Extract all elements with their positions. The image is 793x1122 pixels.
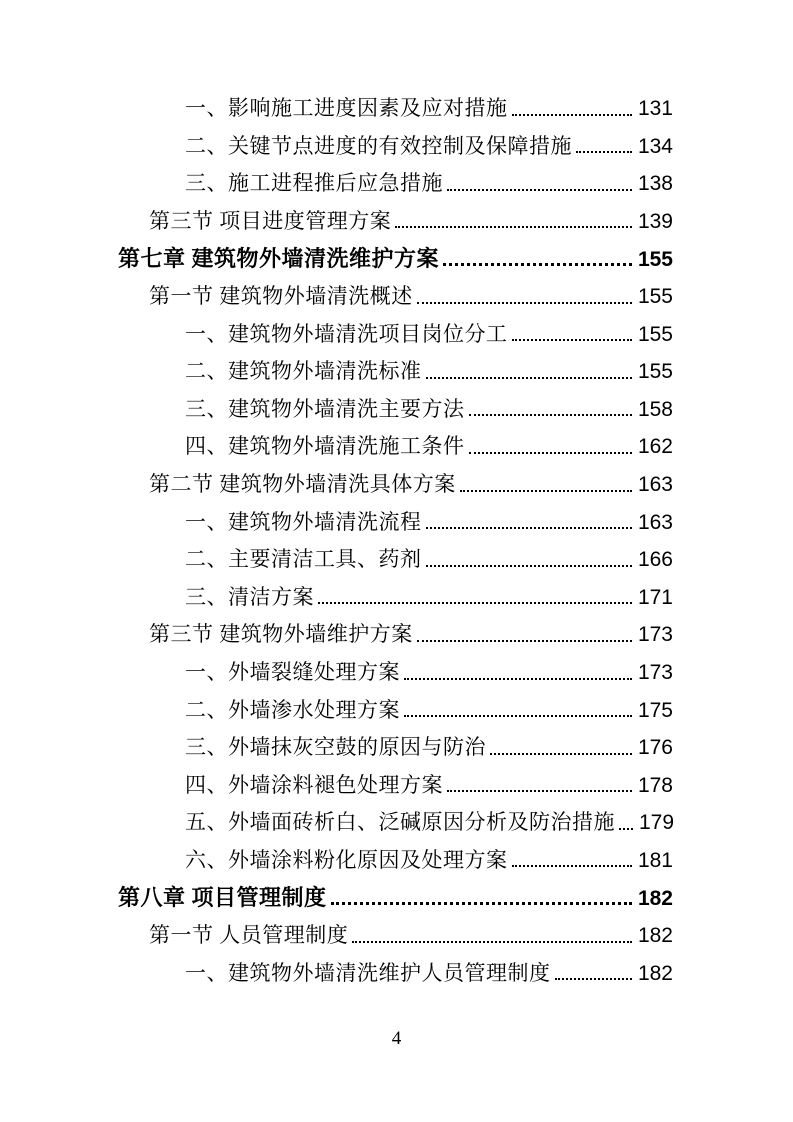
toc-entry[interactable]: [118, 579, 673, 617]
toc-entry-label: 第一节 建筑物外墙清洗概述: [149, 283, 413, 308]
toc-entry-page-number: 182: [637, 887, 673, 911]
toc-entry-label: 五、外墙面砖析白、泛碱原因分析及防治措施: [185, 810, 615, 835]
dot-leader: [447, 790, 632, 792]
toc-entry-page-number: 182: [637, 961, 673, 985]
toc-entry-label: 二、主要清洁工具、药剂: [185, 547, 422, 572]
toc-entry-label: 三、清洁方案: [185, 584, 314, 609]
toc-entry-page-number: 181: [637, 848, 673, 872]
toc-entry-page-number: 138: [637, 172, 673, 196]
toc-entry[interactable]: [118, 504, 673, 542]
toc-entry-label: 二、建筑物外墙清洗标准: [185, 359, 422, 384]
toc-entry-page-number: 173: [637, 660, 673, 684]
toc-entry-page-number: 179: [639, 811, 675, 835]
toc-entry[interactable]: [118, 316, 673, 354]
dot-leader: [512, 114, 632, 116]
toc-entry-page-number: 178: [637, 773, 673, 797]
toc-entry[interactable]: [118, 165, 673, 203]
toc-entry-label: 第一节 人员管理制度: [149, 923, 349, 948]
table-of-contents: [118, 90, 673, 992]
toc-entry-label: 一、外墙裂缝处理方案: [185, 659, 400, 684]
dot-leader: [490, 753, 632, 755]
toc-entry-page-number: 176: [637, 736, 673, 760]
dot-leader: [352, 941, 632, 943]
toc-entry-label: 二、关键节点进度的有效控制及保障措施: [185, 133, 572, 158]
dot-leader: [555, 978, 632, 980]
dot-leader: [512, 339, 632, 341]
toc-entry[interactable]: [118, 616, 673, 654]
toc-entry-page-number: 134: [637, 134, 673, 158]
dot-leader: [619, 828, 633, 830]
toc-entry-label: 四、外墙涂料褪色处理方案: [185, 772, 443, 797]
dot-leader: [395, 226, 632, 228]
dot-leader: [404, 715, 632, 717]
dot-leader: [404, 678, 632, 680]
dot-leader: [576, 151, 632, 153]
toc-entry[interactable]: [118, 692, 673, 730]
toc-entry-label: 一、建筑物外墙清洗流程: [185, 509, 422, 534]
toc-entry[interactable]: [118, 90, 673, 128]
toc-entry-page-number: 155: [637, 248, 673, 272]
toc-entry-label: 六、外墙涂料粉化原因及处理方案: [185, 847, 508, 872]
toc-entry[interactable]: [118, 428, 673, 466]
toc-entry-label: 第八章 项目管理制度: [118, 885, 327, 911]
dot-leader: [443, 263, 632, 266]
toc-entry-label: 一、建筑物外墙清洗项目岗位分工: [185, 321, 508, 346]
toc-entry[interactable]: [118, 278, 673, 316]
toc-entry-label: 第二节 建筑物外墙清洗具体方案: [149, 471, 456, 496]
toc-entry-label: 三、外墙抹灰空鼓的原因与防治: [185, 735, 486, 760]
toc-entry-page-number: 163: [637, 472, 673, 496]
dot-leader: [426, 527, 632, 529]
toc-entry[interactable]: [118, 654, 673, 692]
toc-entry[interactable]: [118, 879, 673, 917]
toc-entry-page-number: 158: [637, 397, 673, 421]
toc-entry-label: 二、外墙渗水处理方案: [185, 697, 400, 722]
toc-entry[interactable]: [118, 203, 673, 241]
toc-entry[interactable]: [118, 917, 673, 955]
dot-leader: [447, 189, 632, 191]
toc-entry[interactable]: [118, 955, 673, 993]
toc-entry-page-number: 171: [637, 585, 673, 609]
toc-entry-label: 三、建筑物外墙清洗主要方法: [185, 396, 465, 421]
toc-entry-page-number: 139: [637, 209, 673, 233]
toc-entry[interactable]: [118, 767, 673, 805]
toc-entry-page-number: 162: [637, 435, 673, 459]
toc-entry-label: 三、施工进程推后应急措施: [185, 171, 443, 196]
toc-entry-label: 第七章 建筑物外墙清洗维护方案: [118, 246, 440, 272]
toc-entry[interactable]: [118, 842, 673, 880]
toc-entry[interactable]: [118, 541, 673, 579]
dot-leader: [417, 302, 632, 304]
dot-leader: [426, 377, 632, 379]
toc-entry-label: 第三节 建筑物外墙维护方案: [149, 622, 413, 647]
dot-leader: [460, 490, 632, 492]
toc-entry-page-number: 155: [637, 322, 673, 346]
toc-entry-page-number: 155: [637, 360, 673, 384]
dot-leader: [512, 865, 632, 867]
toc-entry[interactable]: [118, 466, 673, 504]
toc-entry-label: 第三节 项目进度管理方案: [149, 208, 392, 233]
toc-entry-page-number: 166: [637, 548, 673, 572]
toc-entry-page-number: 155: [637, 284, 673, 308]
toc-entry[interactable]: [118, 128, 673, 166]
dot-leader: [469, 414, 632, 416]
toc-entry-page-number: 182: [637, 924, 673, 948]
toc-entry[interactable]: [118, 729, 673, 767]
toc-entry[interactable]: [118, 804, 673, 842]
toc-entry[interactable]: [118, 353, 673, 391]
toc-entry-page-number: 173: [637, 623, 673, 647]
toc-entry-label: 四、建筑物外墙清洗施工条件: [185, 434, 465, 459]
dot-leader: [426, 565, 632, 567]
toc-entry-page-number: 175: [637, 698, 673, 722]
footer-page-number: 4: [391, 1028, 402, 1049]
dot-leader: [417, 640, 632, 642]
toc-entry[interactable]: [118, 391, 673, 429]
toc-entry-page-number: 163: [637, 510, 673, 534]
toc-entry[interactable]: [118, 240, 673, 278]
toc-entry-label: 一、影响施工进度因素及应对措施: [185, 96, 508, 120]
toc-entry-label: 一、建筑物外墙清洗维护人员管理制度: [185, 960, 551, 985]
dot-leader: [331, 902, 632, 905]
toc-entry-page-number: 131: [637, 97, 673, 120]
dot-leader: [469, 452, 632, 454]
dot-leader: [318, 602, 632, 604]
